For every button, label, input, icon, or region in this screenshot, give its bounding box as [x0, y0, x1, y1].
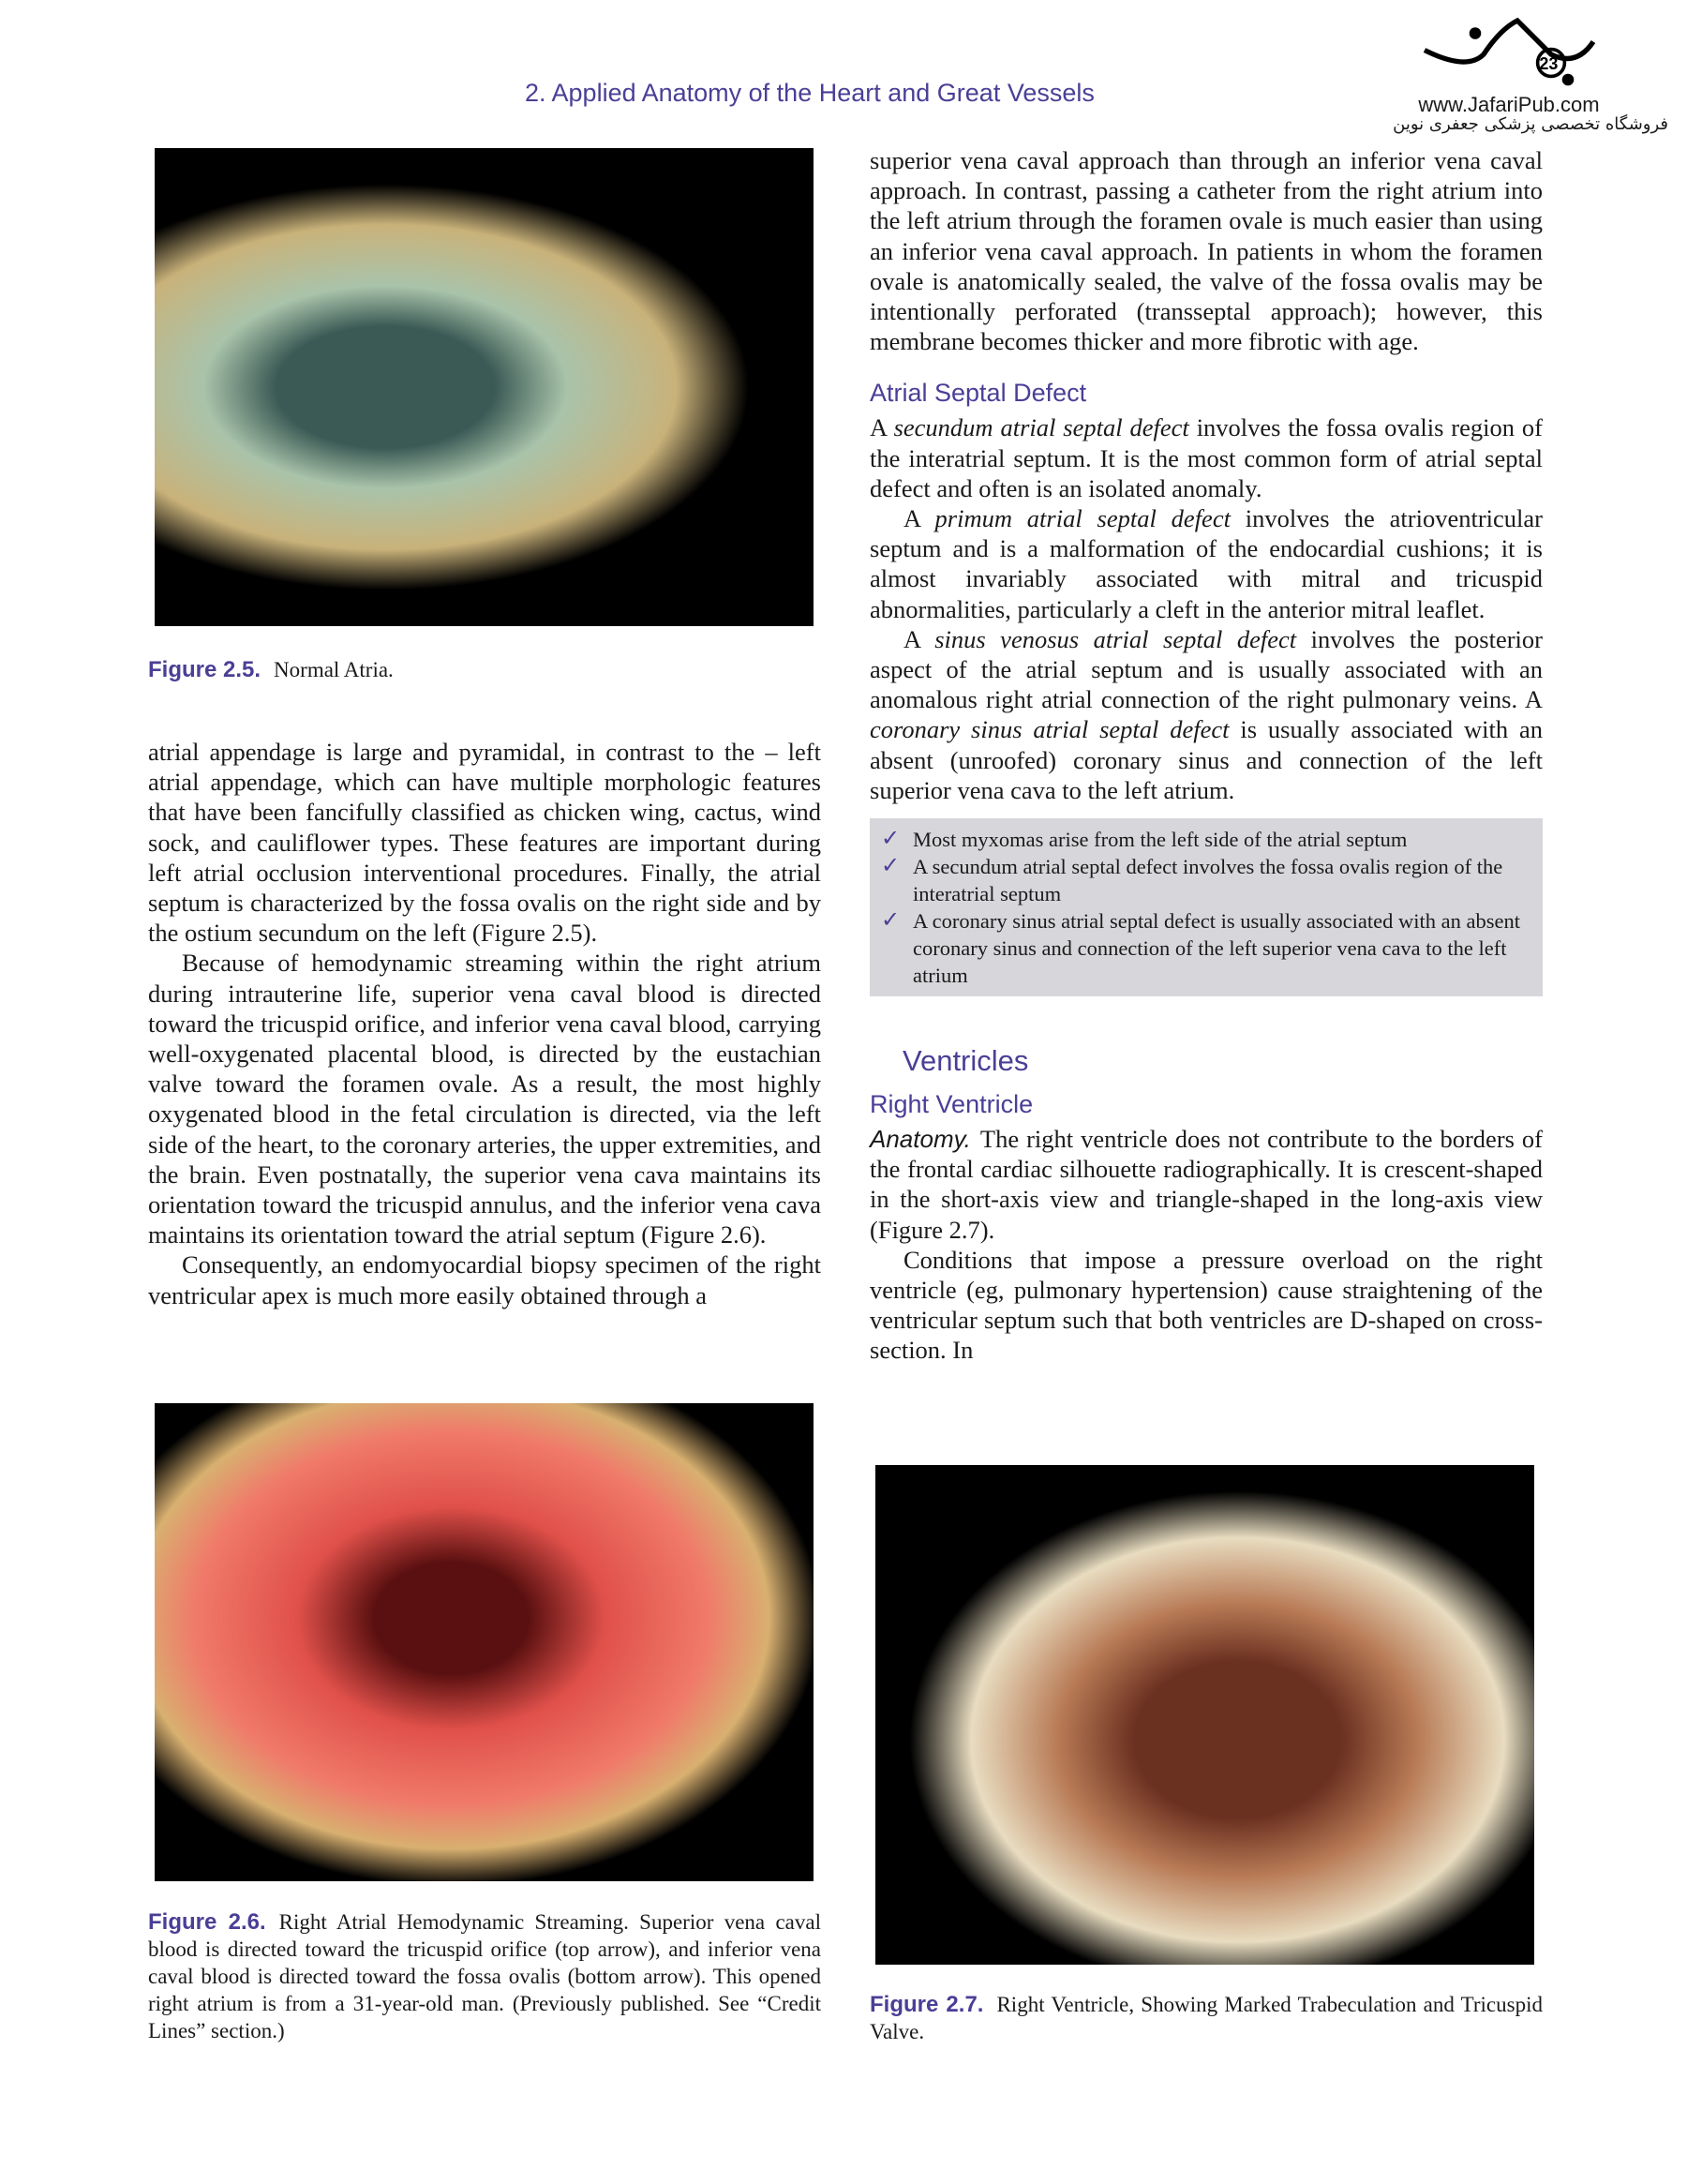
figure-2-7-caption — [870, 1991, 1543, 2045]
paragraph: Consequently, an endomyocardial biopsy specimen of the right ventricular apex is much more easily obtained through a — [148, 1250, 821, 1309]
paragraph: Conditions that impose a pressure overload on the right ventricle (eg, pulmonary hypertension) cause straightening of the ventricular septum such that both ventricles are D-shaped on cross-section. In — [870, 1245, 1543, 1365]
caption-text: Right Atrial Hemodynamic Streaming. Superior vena caval blood is directed toward the tricuspid orifice (top arrow), and inferior vena caval blood is directed toward the fossa ovalis (bottom arrow). This opened right atrium is from a 31-year-old man. (Previously published. See “Credit Lines” section.) — [148, 1910, 821, 2042]
figure-2-5-caption — [148, 656, 821, 683]
ventricles-heading: Ventricles — [903, 1044, 1029, 1078]
paragraph: A primum atrial septal defect involves the atrioventricular septum and is a malformation of the endocardial cushions; it is almost invariably associated with mitral and tricuspid abnormalities, particularly a cleft in the anterior mitral leaflet. — [870, 504, 1543, 623]
figure-label: Figure 2.5. — [148, 657, 261, 682]
watermark-persian: فروشگاه تخصصی پزشکی جعفری نوین — [1393, 114, 1668, 134]
checkmark-icon: ✓ — [881, 854, 901, 879]
paragraph: A secundum atrial septal defect involves the fossa ovalis region of the interatrial septum. It is the most common form of atrial septal defect and often is an isolated anomaly. — [870, 413, 1543, 502]
figure-2-7-photo — [875, 1465, 1534, 1965]
left-column-text — [148, 737, 821, 1310]
checkmark-icon: ✓ — [881, 908, 901, 934]
paragraph: A sinus venosus atrial septal defect involves the posterior aspect of the atrial septum and is usually associated with an anomalous right atrial connection of the right pulmonary veins. A coronary sinus atrial septal defect is usually associated with an absent (unroofed) coronary sinus and connection of the left superior vena cava to the left atrium. — [870, 624, 1543, 804]
paragraph: superior vena caval approach than through an inferior vena caval approach. In contrast, passing a catheter from the right atrium into the left atrium through the foramen ovale is much easier than using an inferior vena caval approach. In patients in whom the foramen ovale is anatomically sealed, the valve of the fossa ovalis may be intentionally perforated (transseptal approach); however, this membrane becomes thicker and more fibrotic with age. — [870, 146, 1543, 356]
figure-label: Figure 2.7. — [870, 1992, 984, 2017]
figure-2-6-photo — [155, 1403, 814, 1881]
caption-text: Normal Atria. — [274, 658, 394, 681]
figure-label: Figure 2.6. — [148, 1909, 266, 1935]
figure-2-5-photo — [155, 148, 814, 626]
asd-heading: Atrial Septal Defect — [870, 379, 1087, 408]
key-point: ✓ A secundum atrial septal defect involves the fossa ovalis region of the interatrial septum — [881, 854, 1503, 906]
key-points-box — [870, 818, 1543, 996]
key-point: ✓ A coronary sinus atrial septal defect is usually associated with an absent coronary sinus and connection of the left superior vena cava to the left atrium — [881, 908, 1520, 988]
publisher-logo-icon — [1406, 4, 1612, 88]
running-head: 2. Applied Anatomy of the Heart and Great Vessels — [525, 79, 1095, 107]
right-ventricle-heading: Right Ventricle — [870, 1090, 1034, 1119]
key-point: ✓ Most myxomas arise from the left side of the atrial septum — [881, 827, 1408, 852]
right-column-text — [870, 145, 1543, 1366]
svg-text:23: 23 — [1539, 54, 1559, 74]
paragraph: Anatomy. The right ventricle does not contribute to the borders of the frontal cardiac silhouette radiographically. It is crescent-shaped in the short-axis view and triangle-shaped in the long-axis view (Figure 2.7). — [870, 1125, 1543, 1244]
publisher-watermark — [1406, 4, 1612, 117]
watermark-url: www.JafariPub.com — [1418, 93, 1600, 116]
paragraph: Because of hemodynamic streaming within the right atrium during intrauterine life, superior vena caval blood is directed toward the tricuspid orifice, and inferior vena caval blood, carrying well-oxygenated placental blood, is directed by the eustachian valve toward the foramen ovale. As a result, the most highly oxygenated blood in the fetal circulation is directed, via the left side of the heart, to the coronary arteries, the upper extremities, and the brain. Even postnatally, the superior vena cava maintains its orientation toward the tricuspid annulus, and the inferior vena cava maintains its orientation toward the atrial septum (Figure 2.6). — [148, 949, 821, 1249]
caption-text: Right Ventricle, Showing Marked Trabeculation and Tricuspid Valve. — [870, 1993, 1543, 2043]
checkmark-icon: ✓ — [881, 827, 901, 852]
figure-2-6-caption — [148, 1908, 821, 2044]
paragraph: atrial appendage is large and pyramidal, in contrast to the – left atrial appendage, which can have multiple morphologic features that have been fancifully classified as chicken wing, cactus, wind sock, and cauliflower types. These features are important during left atrial occlusion interventional procedures. Finally, the atrial septum is characterized by the fossa ovalis on the right side and by the ostium secundum on the left (Figure 2.5). — [148, 738, 821, 948]
